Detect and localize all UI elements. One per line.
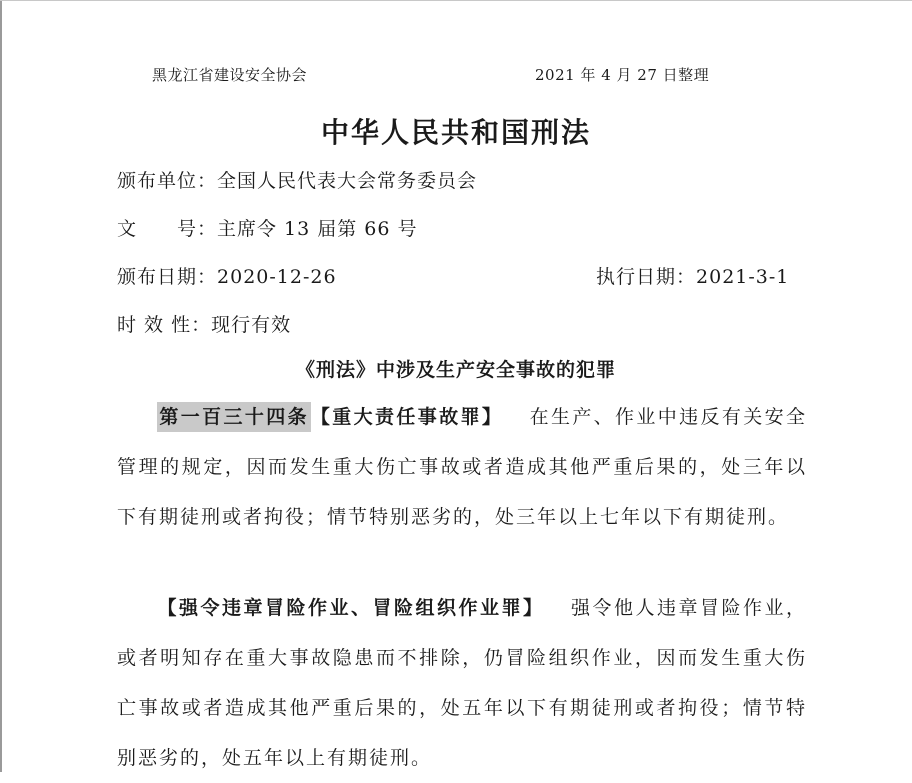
section-title: 《刑法》中涉及生产安全事故的犯罪 — [295, 359, 616, 381]
meta-doc-no — [117, 214, 418, 241]
meta-issue-date — [117, 262, 337, 289]
document-title: 中华人民共和国刑法 — [320, 116, 591, 149]
article-paragraph — [117, 392, 807, 542]
meta-issue-date-label: 颁布日期： — [117, 266, 218, 288]
article-text: 强令他人违章冒险作业，或者明知存在重大事故隐患而不排除，仍冒险组织作业，因而发生重大伤亡事故或者造成其他严重后果的，处五年以下有期徒刑或者拘役；情节特别恶劣的，处五年以上有期徒刑。 — [117, 597, 807, 769]
article-paragraph — [117, 583, 807, 783]
crime-name: 【强令违章冒险作业、冒险组织作业罪】 — [157, 597, 545, 619]
meta-doc-no-label: 文 号： — [117, 218, 218, 240]
header-date: 2021 年 4 月 27 日整理 — [535, 66, 710, 84]
meta-validity-value: 现行有效 — [211, 314, 292, 336]
crime-name: 【重大责任事故罪】 — [310, 406, 504, 428]
meta-exec-date-label: 执行日期： — [596, 266, 697, 288]
meta-issuer-label: 颁布单位： — [117, 170, 218, 192]
meta-exec-date — [596, 262, 789, 289]
meta-validity — [117, 310, 291, 337]
article-number-highlight: 第一百三十四条 — [157, 402, 311, 432]
meta-issue-date-value: 2020-12-26 — [217, 266, 337, 288]
meta-validity-label: 时 效 性： — [117, 314, 212, 336]
meta-exec-date-value: 2021-3-1 — [696, 266, 790, 288]
article-text: 在生产、作业中违反有关安全管理的规定，因而发生重大伤亡事故或者造成其他严重后果的，处三年以下有期徒刑或者拘役；情节特别恶劣的，处三年以上七年以下有期徒刑。 — [117, 406, 807, 528]
meta-issuer-value: 全国人民代表大会常务委员会 — [217, 170, 478, 192]
header-organization: 黑龙江省建设安全协会 — [152, 66, 308, 84]
meta-issuer — [117, 166, 477, 193]
page-top-edge — [0, 0, 912, 1]
meta-doc-no-value: 主席令 13 届第 66 号 — [217, 218, 418, 240]
